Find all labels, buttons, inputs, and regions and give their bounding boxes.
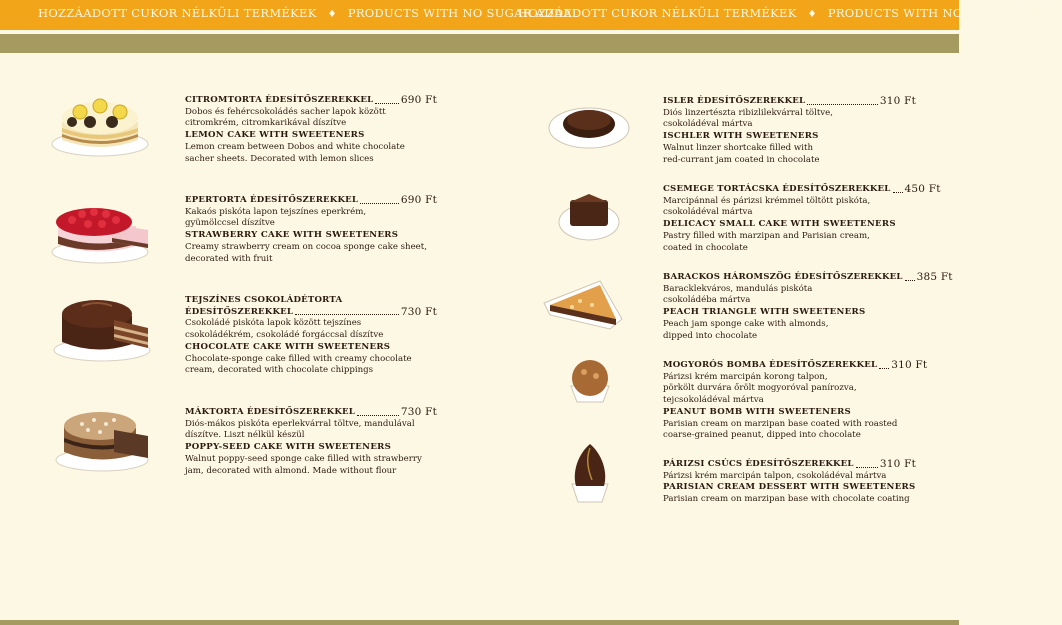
leader-dots: [856, 467, 878, 468]
item-title-row: [663, 271, 953, 284]
item-price: 690 Ft: [400, 94, 437, 106]
item-description-hu: gyümölccsel díszítve: [185, 218, 275, 229]
header-left-hu: HOZZÁADOTT CUKOR NÉLKÜLI TERMÉKEK: [38, 6, 317, 20]
header-right: [518, 6, 1062, 20]
item-description-hu: Marcipánnal és párizsi krémmel töltött piskóta,: [663, 195, 871, 206]
strawberry-cake-image: [50, 194, 152, 266]
item-title-en: LEMON CAKE WITH SWEETENERS: [185, 130, 365, 141]
item-description-en: jam, decorated with almond. Made without flour: [185, 465, 397, 476]
item-description-hu: Diós-mákos piskóta eperlekvárral töltve, mandulával: [185, 418, 415, 429]
item-description-en: Parisian cream on marzipan base coated with roasted: [663, 418, 898, 429]
item-description-en: coated in chocolate: [663, 242, 748, 253]
leader-dots: [357, 415, 399, 416]
lemon-cake-image: [50, 88, 150, 160]
leader-dots: [893, 192, 903, 193]
item-title: CSEMEGE TORTÁCSKA ÉDESÍTŐSZEREKKEL: [663, 184, 891, 194]
item-title: EPERTORTA ÉDESÍTŐSZEREKKEL: [185, 195, 359, 205]
parisian-cream-dessert-image: [566, 440, 614, 506]
chocolate-cake-image: [52, 292, 152, 364]
item-description-en: coarse-grained peanut, dipped into chocolate: [663, 430, 861, 441]
item-title-en: STRAWBERRY CAKE WITH SWEETENERS: [185, 230, 399, 241]
header-separator: ♦: [327, 9, 337, 20]
header-subbar: [0, 34, 959, 53]
item-price: 450 Ft: [904, 183, 941, 195]
item-price: 310 Ft: [879, 95, 916, 107]
delicacy-small-cake-image: [556, 188, 622, 244]
item-title: BARACKOS HÁROMSZÖG ÉDESÍTŐSZEREKKEL: [663, 272, 903, 282]
menu-item-strawberry-cake: [185, 195, 437, 265]
menu-item-lemon-cake: [185, 95, 437, 165]
item-title-en: CHOCOLATE CAKE WITH SWEETENERS: [185, 341, 391, 352]
item-title-row: [185, 307, 437, 319]
item-price: 310 Ft: [891, 359, 928, 371]
item-price: 690 Ft: [400, 194, 437, 206]
header-separator: ♦: [807, 9, 817, 20]
item-description-hu: díszítve. Liszt nélkül készül: [185, 430, 305, 441]
header-right-en: PRODUCTS WITH NO SUGAR ADDED: [827, 6, 1062, 20]
item-description-en: Creamy strawberry cream on cocoa sponge cake sheet,: [185, 241, 427, 252]
item-title: ISLER ÉDESÍTŐSZEREKKEL: [663, 96, 806, 106]
item-description-en: sacher sheets. Decorated with lemon slices: [185, 153, 374, 164]
leader-dots: [360, 203, 399, 204]
item-title-line1: TEJSZÍNES CSOKOLÁDÉTORTA: [185, 295, 343, 305]
item-description-en: red-currant jam coated in chocolate: [663, 154, 820, 165]
menu-item-peanut-bomb: [663, 359, 928, 442]
item-description-hu: tejcsokoládéval mártva: [663, 395, 764, 406]
item-description-hu: Baracklekváros, mandulás piskóta: [663, 283, 813, 294]
item-title: MÁKTORTA ÉDESÍTŐSZEREKKEL: [185, 407, 356, 417]
item-description-hu: Diós linzertészta ribizlilekvárral töltve,: [663, 107, 833, 118]
menu-item-peach-triangle: [663, 271, 953, 342]
item-title-row: [663, 359, 928, 372]
item-description-hu: Csokoládé piskóta lapok között tejszínes: [185, 318, 362, 329]
item-title-row: [663, 459, 916, 471]
item-description-hu: pörkölt durvára őrölt mogyoróval panírozva,: [663, 383, 857, 394]
header-left: [38, 6, 582, 20]
poppy-seed-cake-image: [54, 402, 154, 474]
leader-dots: [905, 280, 915, 281]
item-description-en: Chocolate-sponge cake filled with creamy chocolate: [185, 353, 412, 364]
item-title-en: PARISIAN CREAM DESSERT WITH SWEETENERS: [663, 482, 916, 493]
item-title: PÁRIZSI CSÚCS ÉDESÍTŐSZEREKKEL: [663, 459, 854, 469]
menu-item-chocolate-cake: [185, 295, 437, 377]
leader-dots: [807, 104, 878, 105]
item-price: 310 Ft: [879, 458, 916, 470]
item-title-row: [663, 183, 941, 196]
item-description-hu: Párizsi krém marcipán korong talpon,: [663, 371, 828, 382]
item-title-en: PEANUT BOMB WITH SWEETENERS: [663, 406, 852, 417]
ischler-image: [546, 96, 632, 152]
item-title: ÉDESÍTŐSZEREKKEL: [185, 306, 294, 317]
item-description-en: Pastry filled with marzipan and Parisian cream,: [663, 230, 870, 241]
item-price: 730 Ft: [400, 305, 437, 318]
item-price: 385 Ft: [916, 271, 953, 283]
item-price: 730 Ft: [400, 406, 437, 418]
peach-triangle-image: [540, 275, 626, 333]
item-title-row: [185, 407, 437, 419]
header-left-en: PRODUCTS WITH NO SUGAR ADDED: [347, 6, 582, 20]
item-description-en: dipped into chocolate: [663, 330, 758, 341]
item-description-en: Lemon cream between Dobos and white chocolate: [185, 141, 405, 152]
item-description-hu: csokoládékrém, csokoládé forgáccsal díszítve: [185, 330, 384, 341]
item-title-row: [185, 95, 437, 107]
header-right-hu: HOZZÁADOTT CUKOR NÉLKÜLI TERMÉKEK: [518, 6, 797, 20]
item-title-row: [185, 195, 437, 207]
peanut-bomb-image: [563, 356, 617, 406]
footer-line: [0, 620, 959, 625]
item-description-hu: Dobos és fehércsokoládés sacher lapok között: [185, 106, 386, 117]
item-title-en: ISCHLER WITH SWEETENERS: [663, 131, 819, 142]
leader-dots: [879, 368, 889, 369]
leader-dots: [375, 103, 399, 104]
item-description-en: Peach jam sponge cake with almonds,: [663, 318, 829, 329]
item-description-en: decorated with fruit: [185, 253, 273, 264]
header-bar: [0, 0, 1062, 30]
item-title-en: PEACH TRIANGLE WITH SWEETENERS: [663, 307, 866, 318]
menu-item-delicacy-small-cake: [663, 183, 941, 254]
item-description-hu: Kakaós piskóta lapon tejszínes eperkrém,: [185, 206, 367, 217]
item-title-row: [663, 96, 916, 108]
item-description-en: Walnut linzer shortcake filled with: [663, 142, 813, 153]
item-description-hu: citromkrém, citromkarikával díszítve: [185, 118, 347, 129]
item-description-hu: csokoládéval mártva: [663, 207, 753, 218]
item-description-hu: Párizsi krém marcipán talpon, csokoládéval mártva: [663, 470, 887, 481]
item-description-en: cream, decorated with chocolate chippings: [185, 365, 374, 376]
item-description-en: Walnut poppy-seed sponge cake filled with strawberry: [185, 453, 422, 464]
item-title-en: POPPY-SEED CAKE WITH SWEETENERS: [185, 442, 392, 453]
item-title: CITROMTORTA ÉDESÍTŐSZEREKKEL: [185, 95, 374, 105]
item-description-hu: csokoládéval mártva: [663, 119, 753, 130]
menu-item-poppy-seed-cake: [185, 407, 437, 477]
menu-item-ischler: [663, 96, 916, 166]
item-title: MOGYORÓS BOMBA ÉDESÍTŐSZEREKKEL: [663, 360, 878, 370]
menu-item-parisian-cream-dessert: [663, 459, 916, 506]
item-description-en: Parisian cream on marzipan base with chocolate coating: [663, 494, 910, 505]
item-description-hu: csokoládéba mártva: [663, 295, 751, 306]
item-title-en: DELICACY SMALL CAKE WITH SWEETENERS: [663, 219, 896, 230]
leader-dots: [295, 314, 399, 315]
